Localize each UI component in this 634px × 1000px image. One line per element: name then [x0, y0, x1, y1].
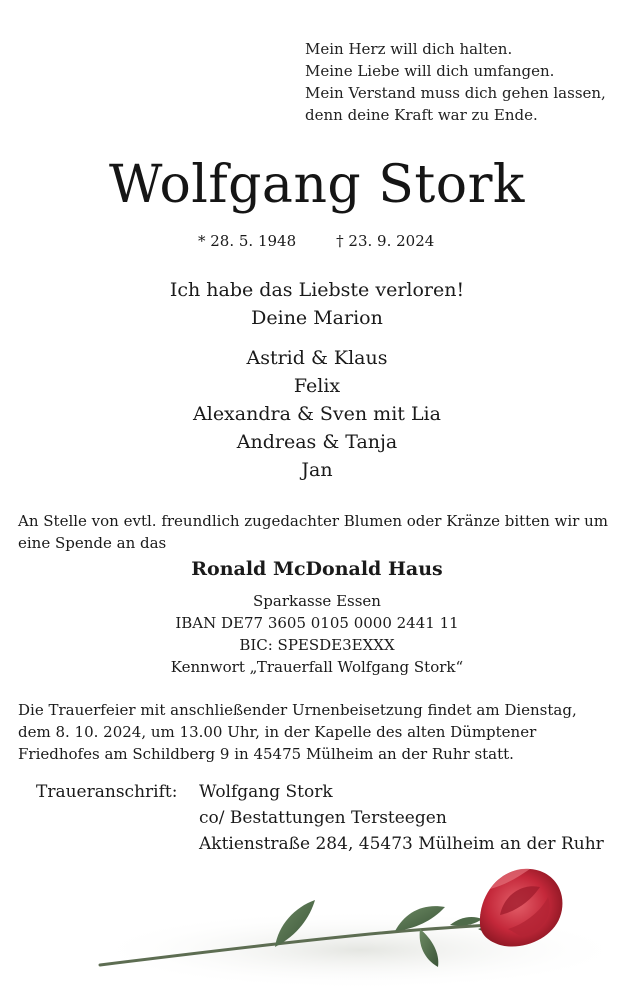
ceremony-line: dem 8. 10. 2024, um 13.00 Uhr, in der Kapelle des alten Dümptener — [18, 723, 537, 741]
ceremony-line: Die Trauerfeier mit anschließender Urnenbeisetzung findet am Dienstag, — [18, 701, 577, 719]
address-lines — [199, 779, 604, 857]
spouse-signature: Deine Marion — [251, 307, 383, 329]
address-line: co/ Bestattungen Tersteegen — [199, 808, 447, 828]
charity-name: Ronald McDonald Haus — [191, 558, 443, 580]
bank-bic: BIC: SPESDE3EXXX — [239, 636, 395, 654]
donation-request — [18, 510, 628, 554]
deceased-name: Wolfgang Stork — [109, 155, 525, 215]
poem-line: Mein Verstand muss dich gehen lassen, — [305, 84, 606, 102]
address-label: Traueranschrift: — [36, 782, 178, 802]
life-dates — [198, 230, 434, 252]
ceremony-line: Friedhofes am Schildberg 9 in 45475 Mülheim an der Ruhr statt. — [18, 745, 514, 763]
family-list — [0, 344, 634, 484]
ceremony-info — [18, 699, 618, 765]
donation-line: An Stelle von evtl. freundlich zugedachter Blumen oder Kränze bitten wir um — [18, 512, 608, 530]
address-line: Wolfgang Stork — [199, 782, 333, 802]
bank-iban: IBAN DE77 3605 0105 0000 2441 11 — [175, 614, 459, 632]
bank-details — [0, 590, 634, 678]
poem-line: Meine Liebe will dich umfangen. — [305, 62, 555, 80]
family-member: Jan — [301, 459, 333, 481]
spouse-message — [0, 276, 634, 332]
poem-line: denn deine Kraft war zu Ende. — [305, 106, 538, 124]
spouse-message-line: Ich habe das Liebste verloren! — [169, 279, 465, 301]
family-member: Alexandra & Sven mit Lia — [193, 403, 441, 425]
poem — [305, 38, 606, 126]
death-date: † 23. 9. 2024 — [336, 232, 435, 250]
birth-date: * 28. 5. 1948 — [198, 232, 297, 250]
bank-keyword: Kennwort „Trauerfall Wolfgang Stork“ — [170, 658, 464, 676]
family-member: Astrid & Klaus — [246, 347, 388, 369]
donation-line: eine Spende an das — [18, 534, 167, 552]
rose-icon — [60, 855, 608, 995]
poem-line: Mein Herz will dich halten. — [305, 40, 513, 58]
bank-name: Sparkasse Essen — [253, 592, 381, 610]
family-member: Felix — [293, 375, 341, 397]
address-line: Aktienstraße 284, 45473 Mülheim an der Ruhr — [199, 834, 604, 854]
family-member: Andreas & Tanja — [236, 431, 398, 453]
